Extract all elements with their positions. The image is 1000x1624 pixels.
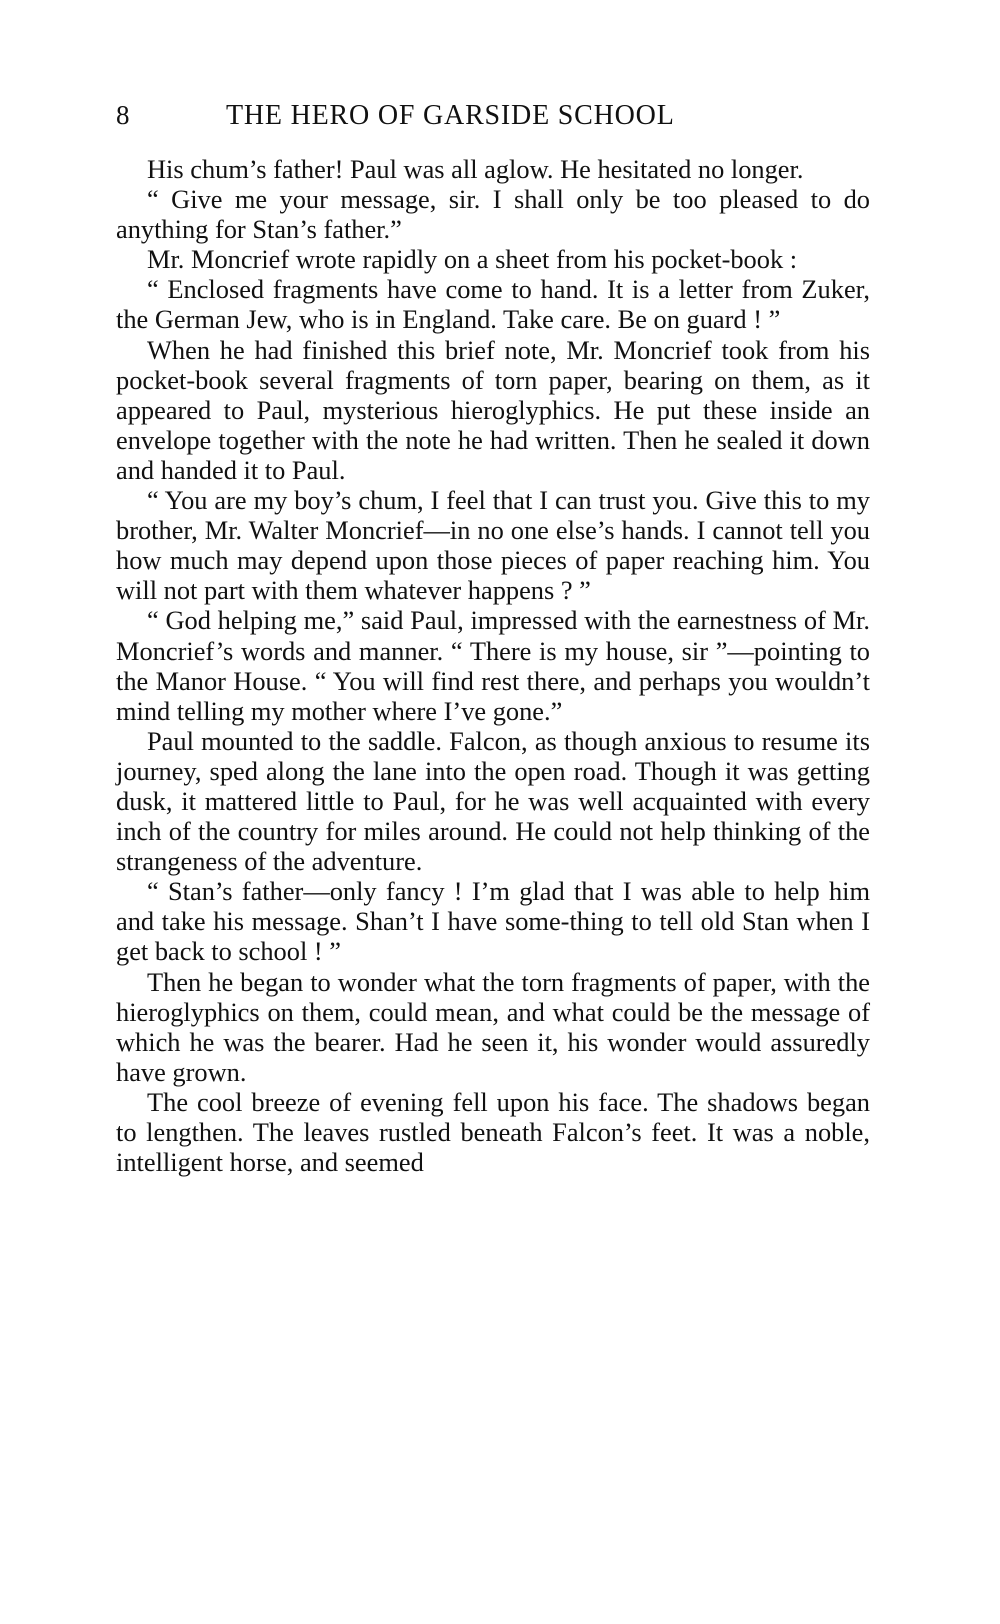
paragraph: “ God helping me,” said Paul, impressed with the earnestness of Mr. Moncrief’s words and manner. “ There is my house, sir ”—pointing to the Manor House. “ You will find rest there, and perhaps you wouldn’t mind telling my mother where I’ve gone.”	[116, 605, 870, 726]
paragraph: “ Give me your message, sir. I shall only be too pleased to do anything for Stan’s father.”	[116, 184, 870, 245]
body-text	[116, 154, 870, 1177]
paragraph: Mr. Moncrief wrote rapidly on a sheet from his pocket-book :	[147, 244, 798, 275]
paragraph: The cool breeze of evening fell upon his face. The shadows began to lengthen. The leaves rustled beneath Falcon’s feet. It was a noble, intelligent horse, and seemed	[116, 1086, 870, 1178]
page-number: 8	[116, 100, 130, 130]
paragraph: “ You are my boy’s chum, I feel that I can trust you. Give this to my brother, Mr. Walter Moncrief—in no one else’s hands. I cannot tell you how much may depend upon those pieces of paper reaching him. You will not part with them whatever happens ? ”	[116, 485, 870, 606]
page-header	[116, 100, 870, 140]
paragraph: When he had finished this brief note, Mr. Moncrief took from his pocket-book several fragments of torn paper, bearing on them, as it appeared to Paul, mysterious hieroglyphics. He put these inside an envelope together with the note he had written. Then he sealed it down and handed it to Paul.	[116, 334, 870, 485]
paragraph: “ Stan’s father—only fancy ! I’m glad that I was able to help him and take his message. Shan’t I have some-thing to tell old Stan when I get back to school ! ”	[116, 876, 870, 967]
paragraph: His chum’s father! Paul was all aglow. He hesitated no longer.	[147, 154, 804, 184]
running-title: THE HERO OF GARSIDE SCHOOL	[226, 100, 675, 131]
paragraph: “ Enclosed fragments have come to hand. It is a letter from Zuker, the German Jew, who is in England. Take care. Be on guard ! ”	[116, 274, 870, 335]
paragraph: Then he began to wonder what the torn fragments of paper, with the hieroglyphics on them, could mean, and what could be the message of which he was the bearer. Had he seen it, his wonder would assuredly have grown.	[116, 966, 870, 1087]
book-page	[116, 100, 870, 1177]
paragraph: Paul mounted to the saddle. Falcon, as though anxious to resume its journey, sped along the lane into the open road. Though it was getting dusk, it mattered little to Paul, for he was well acquainted with every inch of the country for miles around. He could not help thinking of the strangeness of the adventure.	[116, 725, 870, 877]
